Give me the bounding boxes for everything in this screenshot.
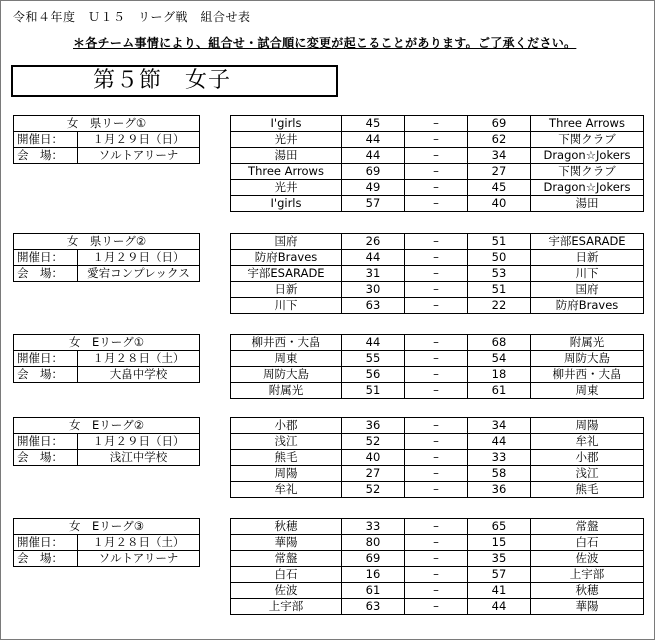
game-row	[231, 335, 644, 351]
home-score: 44	[342, 250, 405, 266]
date-label: 開催日：	[14, 351, 78, 367]
game-row	[231, 567, 644, 583]
notice-text: ＊各チーム事情により、組合せ・試合順に変更が起こることがあります。ご了承ください。	[73, 36, 577, 50]
game-row	[231, 482, 644, 498]
game-row	[231, 234, 644, 250]
home-team: 小郡	[231, 418, 342, 434]
league-info-table	[13, 115, 200, 164]
away-score: 51	[468, 282, 531, 298]
venue-value: 大畠中学校	[78, 367, 200, 383]
away-score: 35	[468, 551, 531, 567]
score-separator: –	[405, 180, 468, 196]
away-score: 61	[468, 383, 531, 399]
date-value: １月２８日（土）	[78, 535, 200, 551]
home-team: 佐波	[231, 583, 342, 599]
away-score: 33	[468, 450, 531, 466]
away-score: 54	[468, 351, 531, 367]
game-row	[231, 418, 644, 434]
round-title: 第５節 女子	[11, 65, 338, 97]
away-score: 65	[468, 519, 531, 535]
game-row	[231, 164, 644, 180]
home-score: 49	[342, 180, 405, 196]
away-team: 附属光	[531, 335, 644, 351]
document-title: 令和４年度 Ｕ１５ リーグ戦 組合せ表	[13, 10, 251, 24]
game-row	[231, 599, 644, 615]
score-separator: –	[405, 266, 468, 282]
away-score: 50	[468, 250, 531, 266]
home-score: 16	[342, 567, 405, 583]
home-score: 31	[342, 266, 405, 282]
score-separator: –	[405, 482, 468, 498]
score-separator: –	[405, 351, 468, 367]
score-separator: –	[405, 196, 468, 212]
away-score: 69	[468, 116, 531, 132]
away-team: 宇部ESARADE	[531, 234, 644, 250]
home-team: 周防大島	[231, 367, 342, 383]
away-team: 柳井西・大畠	[531, 367, 644, 383]
away-score: 57	[468, 567, 531, 583]
date-label: 開催日：	[14, 434, 78, 450]
venue-label: 会 場：	[14, 450, 78, 466]
away-team: 常盤	[531, 519, 644, 535]
away-team: 下関クラブ	[531, 164, 644, 180]
home-score: 63	[342, 298, 405, 314]
away-team: 上宇部	[531, 567, 644, 583]
away-team: 周東	[531, 383, 644, 399]
home-score: 69	[342, 164, 405, 180]
home-score: 52	[342, 482, 405, 498]
home-score: 80	[342, 535, 405, 551]
score-separator: –	[405, 132, 468, 148]
away-team: 佐波	[531, 551, 644, 567]
game-row	[231, 116, 644, 132]
game-row	[231, 250, 644, 266]
game-row	[231, 583, 644, 599]
home-score: 33	[342, 519, 405, 535]
away-score: 27	[468, 164, 531, 180]
away-team: 日新	[531, 250, 644, 266]
games-table	[230, 518, 644, 615]
away-team: 浅江	[531, 466, 644, 482]
league-name: 女 県リーグ②	[14, 234, 200, 250]
date-value: １月２９日（日）	[78, 250, 200, 266]
away-team: 湯田	[531, 196, 644, 212]
away-team: 下関クラブ	[531, 132, 644, 148]
score-separator: –	[405, 551, 468, 567]
game-row	[231, 450, 644, 466]
home-team: 柳井西・大畠	[231, 335, 342, 351]
score-separator: –	[405, 466, 468, 482]
away-team: Dragon☆Jokers	[531, 180, 644, 196]
venue-value: 浅江中学校	[78, 450, 200, 466]
games-table	[230, 115, 644, 212]
game-row	[231, 266, 644, 282]
away-score: 44	[468, 599, 531, 615]
away-score: 41	[468, 583, 531, 599]
game-row	[231, 367, 644, 383]
league-name: 女 Eリーグ②	[14, 418, 200, 434]
game-row	[231, 383, 644, 399]
game-row	[231, 282, 644, 298]
score-separator: –	[405, 519, 468, 535]
league-info-table	[13, 334, 200, 383]
game-row	[231, 148, 644, 164]
league-name: 女 Eリーグ③	[14, 519, 200, 535]
game-row	[231, 519, 644, 535]
date-value: １月２９日（日）	[78, 132, 200, 148]
date-label: 開催日：	[14, 535, 78, 551]
home-team: 周東	[231, 351, 342, 367]
home-score: 26	[342, 234, 405, 250]
home-team: 光井	[231, 132, 342, 148]
away-team: 小郡	[531, 450, 644, 466]
away-score: 22	[468, 298, 531, 314]
home-team: 附属光	[231, 383, 342, 399]
game-row	[231, 196, 644, 212]
home-team: I'girls	[231, 196, 342, 212]
away-team: 華陽	[531, 599, 644, 615]
home-team: Three Arrows	[231, 164, 342, 180]
home-team: 光井	[231, 180, 342, 196]
home-team: 華陽	[231, 535, 342, 551]
away-team: 防府Braves	[531, 298, 644, 314]
away-score: 34	[468, 148, 531, 164]
away-score: 53	[468, 266, 531, 282]
away-team: Three Arrows	[531, 116, 644, 132]
score-separator: –	[405, 583, 468, 599]
date-value: １月２８日（土）	[78, 351, 200, 367]
venue-label: 会 場：	[14, 551, 78, 567]
away-team: 白石	[531, 535, 644, 551]
away-team: 周防大島	[531, 351, 644, 367]
home-team: 周陽	[231, 466, 342, 482]
away-score: 62	[468, 132, 531, 148]
away-score: 34	[468, 418, 531, 434]
home-score: 44	[342, 335, 405, 351]
away-score: 15	[468, 535, 531, 551]
venue-label: 会 場：	[14, 266, 78, 282]
home-team: 熊毛	[231, 450, 342, 466]
score-separator: –	[405, 164, 468, 180]
away-team: 熊毛	[531, 482, 644, 498]
home-score: 30	[342, 282, 405, 298]
away-score: 40	[468, 196, 531, 212]
home-score: 27	[342, 466, 405, 482]
home-score: 45	[342, 116, 405, 132]
date-value: １月２９日（日）	[78, 434, 200, 450]
away-team: 周陽	[531, 418, 644, 434]
score-separator: –	[405, 567, 468, 583]
score-separator: –	[405, 599, 468, 615]
away-score: 18	[468, 367, 531, 383]
league-name: 女 Eリーグ①	[14, 335, 200, 351]
home-team: 上宇部	[231, 599, 342, 615]
home-team: 日新	[231, 282, 342, 298]
away-team: 国府	[531, 282, 644, 298]
home-team: 秋穂	[231, 519, 342, 535]
home-score: 61	[342, 583, 405, 599]
game-row	[231, 132, 644, 148]
home-score: 44	[342, 148, 405, 164]
game-row	[231, 551, 644, 567]
league-info-table	[13, 233, 200, 282]
league-name: 女 県リーグ①	[14, 116, 200, 132]
away-score: 45	[468, 180, 531, 196]
game-row	[231, 535, 644, 551]
score-separator: –	[405, 282, 468, 298]
home-team: 国府	[231, 234, 342, 250]
score-separator: –	[405, 250, 468, 266]
home-score: 51	[342, 383, 405, 399]
venue-label: 会 場：	[14, 367, 78, 383]
games-table	[230, 334, 644, 399]
score-separator: –	[405, 535, 468, 551]
home-team: 白石	[231, 567, 342, 583]
away-team: Dragon☆Jokers	[531, 148, 644, 164]
home-team: 浅江	[231, 434, 342, 450]
date-label: 開催日：	[14, 132, 78, 148]
home-score: 55	[342, 351, 405, 367]
venue-value: 愛宕コンプレックス	[78, 266, 200, 282]
score-separator: –	[405, 367, 468, 383]
venue-value: ソルトアリーナ	[78, 148, 200, 164]
game-row	[231, 180, 644, 196]
away-score: 44	[468, 434, 531, 450]
away-team: 牟礼	[531, 434, 644, 450]
game-row	[231, 298, 644, 314]
game-row	[231, 434, 644, 450]
score-separator: –	[405, 383, 468, 399]
home-team: 防府Braves	[231, 250, 342, 266]
score-separator: –	[405, 450, 468, 466]
games-table	[230, 233, 644, 314]
away-score: 51	[468, 234, 531, 250]
home-score: 44	[342, 132, 405, 148]
score-separator: –	[405, 298, 468, 314]
venue-label: 会 場：	[14, 148, 78, 164]
home-team: 川下	[231, 298, 342, 314]
home-team: I'girls	[231, 116, 342, 132]
away-score: 58	[468, 466, 531, 482]
venue-value: ソルトアリーナ	[78, 551, 200, 567]
games-table	[230, 417, 644, 498]
score-separator: –	[405, 148, 468, 164]
away-score: 68	[468, 335, 531, 351]
score-separator: –	[405, 418, 468, 434]
away-team: 秋穂	[531, 583, 644, 599]
away-score: 36	[468, 482, 531, 498]
score-separator: –	[405, 335, 468, 351]
score-separator: –	[405, 234, 468, 250]
home-team: 湯田	[231, 148, 342, 164]
league-info-table	[13, 417, 200, 466]
home-team: 牟礼	[231, 482, 342, 498]
game-row	[231, 351, 644, 367]
home-score: 63	[342, 599, 405, 615]
home-team: 宇部ESARADE	[231, 266, 342, 282]
date-label: 開催日：	[14, 250, 78, 266]
home-score: 40	[342, 450, 405, 466]
home-score: 69	[342, 551, 405, 567]
away-team: 川下	[531, 266, 644, 282]
game-row	[231, 466, 644, 482]
home-score: 52	[342, 434, 405, 450]
home-score: 56	[342, 367, 405, 383]
home-score: 36	[342, 418, 405, 434]
home-score: 57	[342, 196, 405, 212]
score-separator: –	[405, 116, 468, 132]
home-team: 常盤	[231, 551, 342, 567]
score-separator: –	[405, 434, 468, 450]
league-info-table	[13, 518, 200, 567]
